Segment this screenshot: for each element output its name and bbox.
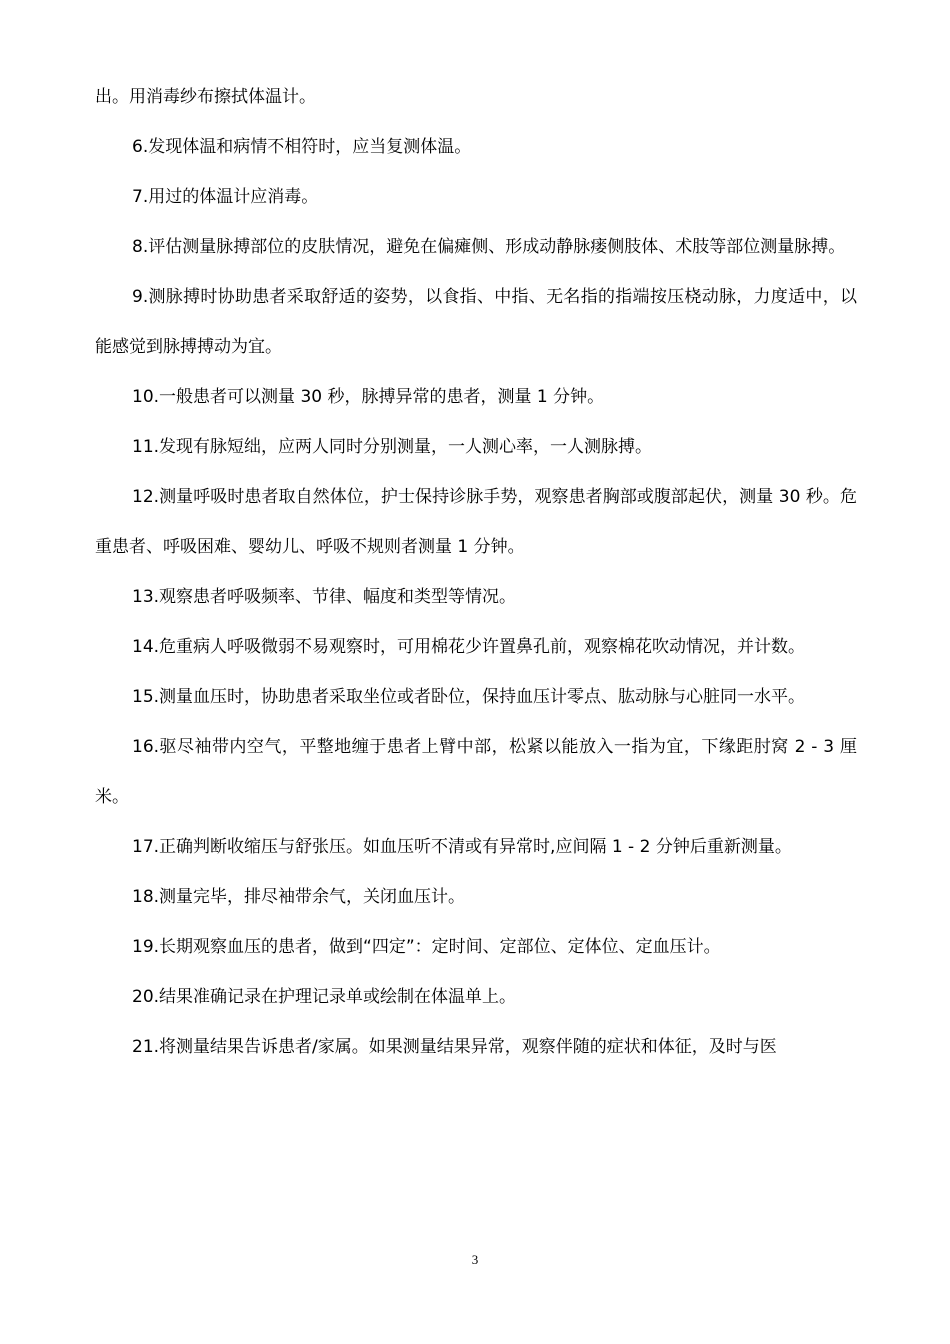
paragraph: 6.发现体温和病情不相符时，应当复测体温。 bbox=[132, 137, 472, 157]
paragraph: 出。用消毒纱布擦拭体温计。 bbox=[95, 87, 316, 107]
paragraph: 17.正确判断收缩压与舒张压。如血压听不清或有异常时,应间隔 1 - 2 分钟后重新测量。 bbox=[132, 837, 792, 857]
paragraph: 11.发现有脉短绌，应两人同时分别测量，一人测心率，一人测脉搏。 bbox=[132, 437, 653, 457]
paragraph: 14.危重病人呼吸微弱不易观察时，可用棉花少许置鼻孔前，观察棉花吹动情况，并计数。 bbox=[132, 637, 806, 657]
paragraph: 21.将测量结果告诉患者/家属。如果测量结果异常，观察伴随的症状和体征，及时与医 bbox=[132, 1037, 777, 1057]
paragraph: 13.观察患者呼吸频率、节律、幅度和类型等情况。 bbox=[132, 587, 517, 607]
paragraph: 20.结果准确记录在护理记录单或绘制在体温单上。 bbox=[132, 987, 517, 1007]
paragraph: 9.测脉搏时协助患者采取舒适的姿势，以食指、中指、无名指的指端按压桡动脉，力度适中，以能感觉到脉搏搏动为宜。 bbox=[95, 287, 857, 357]
paragraph: 10.一般患者可以测量 30 秒，脉搏异常的患者，测量 1 分钟。 bbox=[132, 387, 605, 407]
page-number: 3 bbox=[471, 1252, 479, 1267]
paragraph: 16.驱尽袖带内空气，平整地缠于患者上臂中部，松紧以能放入一指为宜，下缘距肘窝 2 - 3 厘米。 bbox=[95, 737, 857, 807]
paragraph: 7.用过的体温计应消毒。 bbox=[132, 187, 319, 207]
paragraph: 12.测量呼吸时患者取自然体位，护士保持诊脉手势，观察患者胸部或腹部起伏，测量 30 秒。危重患者、呼吸困难、婴幼儿、呼吸不规则者测量 1 分钟。 bbox=[95, 487, 857, 557]
paragraph: 15.测量血压时，协助患者采取坐位或者卧位，保持血压计零点、肱动脉与心脏同一水平。 bbox=[132, 687, 806, 707]
paragraph: 18.测量完毕，排尽袖带余气，关闭血压计。 bbox=[132, 887, 466, 907]
body-text bbox=[95, 72, 857, 1072]
paragraph: 19.长期观察血压的患者，做到“四定”：定时间、定部位、定体位、定血压计。 bbox=[132, 937, 721, 957]
paragraph: 8.评估测量脉搏部位的皮肤情况，避免在偏瘫侧、形成动静脉瘘侧肢体、术肢等部位测量脉搏。 bbox=[132, 237, 846, 257]
